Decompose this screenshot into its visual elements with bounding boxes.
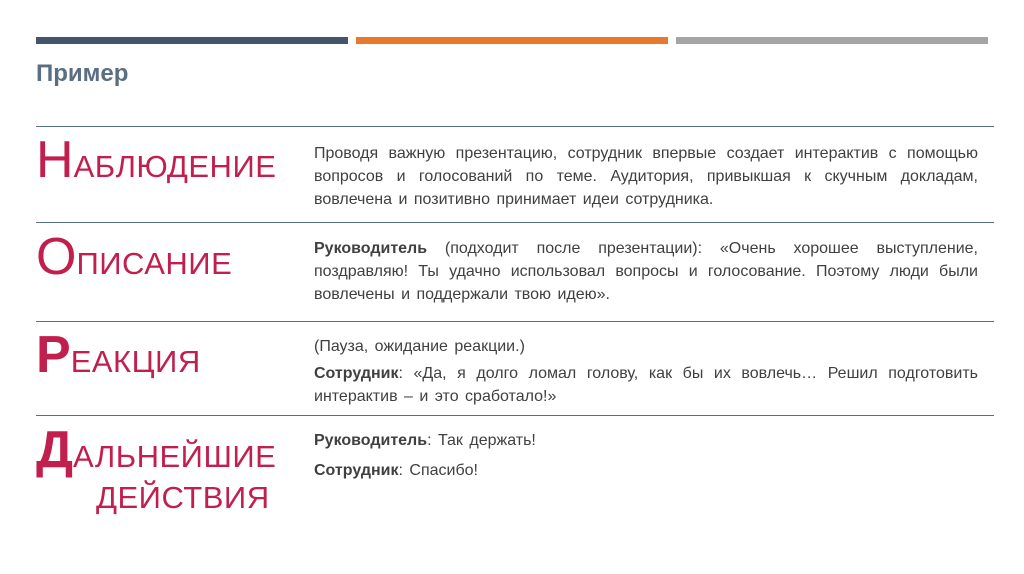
- description-text: : Так держать!: [427, 432, 536, 449]
- header-bar-dark: [36, 37, 348, 44]
- row-divider: [36, 415, 994, 416]
- term-initial: Н: [36, 131, 74, 189]
- pause-text: (Пауза, ожидание реакции.): [314, 338, 525, 355]
- term-description: [36, 228, 233, 286]
- speaker-label: Руководитель: [314, 432, 428, 449]
- term-observation: [36, 131, 277, 189]
- term-rest-second-line: ДЕЙСТВИЯ: [96, 480, 270, 515]
- row-description: [314, 142, 978, 211]
- description-text: : Спасибо!: [398, 462, 478, 479]
- header-bar-gray: [676, 37, 988, 44]
- row-description: [314, 429, 978, 482]
- term-initial: О: [36, 228, 77, 286]
- row-divider: [36, 126, 994, 127]
- term-next-steps: [36, 421, 277, 479]
- header-bar-orange: [356, 37, 668, 44]
- row-description: [314, 335, 978, 408]
- speaker-label: Руководитель: [314, 240, 428, 257]
- speaker-label: Сотрудник: [314, 462, 399, 479]
- row-description: [314, 237, 978, 306]
- term-rest: АБЛЮДЕНИЕ: [73, 149, 277, 184]
- description-text: : «Да, я долго ломал голову, как бы их вовлечь… Решил подготовить интерактив – и это сработало!»: [314, 365, 978, 405]
- term-initial: Р: [36, 326, 71, 384]
- description-text: (подходит после презентации): «Очень хорошее выступление, поздравляю! Ты удачно использовал вопросы и голосование. Поэтому люди были вовлечены и поддержали твою идею».: [314, 240, 978, 303]
- term-rest: АЛЬНЕЙШИЕ: [73, 439, 277, 474]
- row-divider: [36, 321, 994, 322]
- term-rest: ПИСАНИЕ: [76, 246, 233, 281]
- page-title: Пример: [36, 60, 129, 87]
- term-rest: ЕАКЦИЯ: [70, 344, 201, 379]
- term-initial: Д: [36, 421, 74, 479]
- term-reaction: [36, 326, 201, 384]
- row-divider: [36, 222, 994, 223]
- description-text: Проводя важную презентацию, сотрудник впервые создает интерактив с помощью вопросов и голосований по теме. Аудитория, привыкшая к скучным докладам, вовлечена и позитивно принимает идеи сотрудника.: [314, 145, 978, 208]
- speaker-label: Сотрудник: [314, 365, 399, 382]
